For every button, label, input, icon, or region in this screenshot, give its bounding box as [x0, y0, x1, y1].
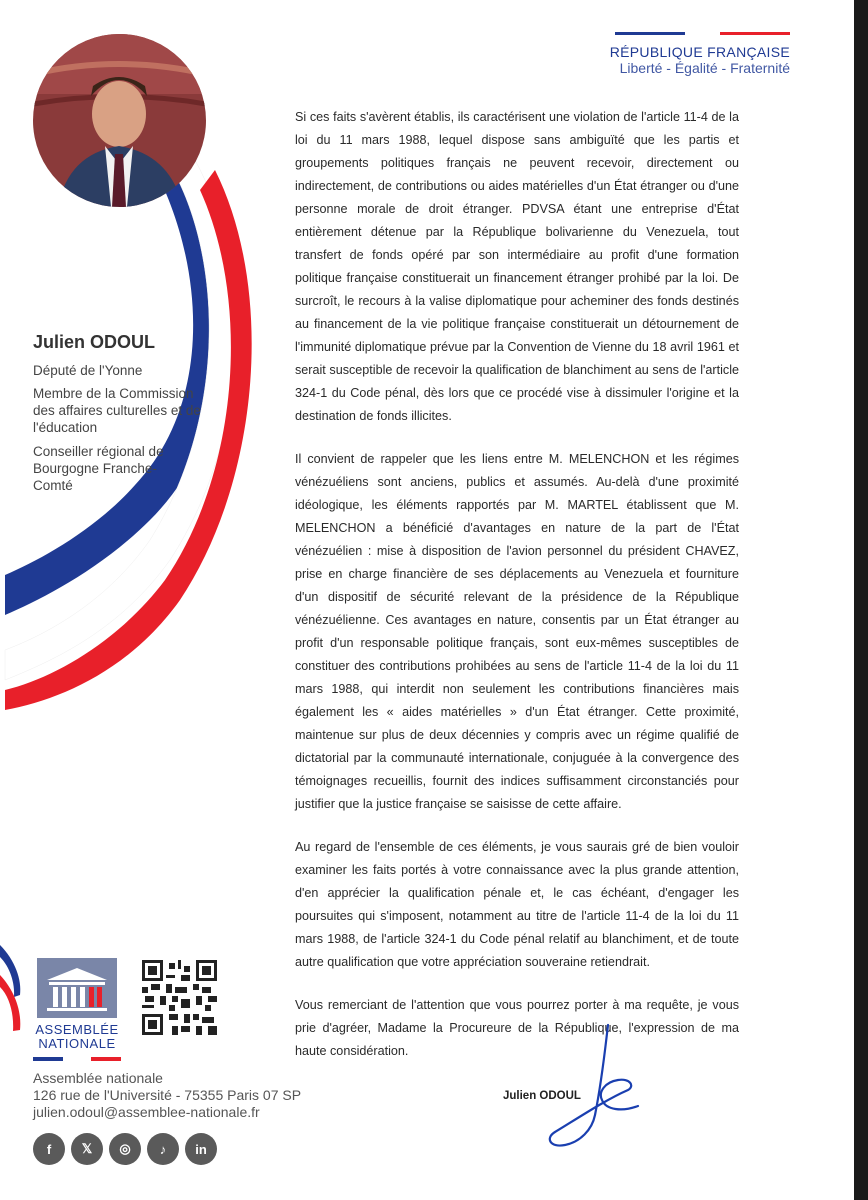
address-line: Assemblée nationale	[33, 1070, 163, 1086]
email-link[interactable]: julien.odoul@assemblee-nationale.fr	[33, 1104, 260, 1120]
logo-tricolor-bar	[33, 1057, 121, 1061]
deputy-name: Julien ODOUL	[33, 332, 156, 352]
republique-francaise-header	[610, 32, 790, 76]
hemicycle-icon	[33, 958, 121, 1018]
qr-code[interactable]	[142, 960, 217, 1035]
instagram-icon[interactable]: ◎	[109, 1133, 141, 1165]
signature-name: Julien ODOUL	[503, 1090, 581, 1102]
paragraph: Vous remerciant de l'attention que vous pourrez porter à ma requête, je vous prie d'agréer, Madame la Procureure de la République, l'expression de ma haute considération.	[295, 998, 739, 1058]
paragraph: Il convient de rappeler que les liens entre M. MELENCHON et les régimes vénézuéliens sont anciens, publics et assumés. Au-delà d'une proximité idéologique, les éléments rapportés par M. MARTEL établissent que M. MELENCHON a bénéficié d'avantages en nature de la part de l'État vénézuélien : mise à disposition de l'avion personnel du président CHAVEZ, prise en charge financière de ses déplacements au Venezuela et fourniture d'un dispositif de sécurité relevant de la présidence de la République vénézuélienne. Ces avantages en nature, consentis par un État étranger au profit d'un responsable politique français, sont eux-mêmes susceptibles de constituer des contributions prohibées au sens de l'article 11-4 de la loi du 11 mars 1988, qui interdit non seulement les contributions financières mais également les « aides matérielles » d'un État étranger. Cette proximité, maintenue sur plus de deux décennies y compris avec un régime qualifié de dictatorial par la communauté internationale, conjuguée à la convergence des témoignages recueillis, fournit des indices suffisamment circonstanciés pour justifier que la justice française se saisisse de cette affaire.	[295, 452, 739, 811]
republique-motto: Liberté - Égalité - Fraternité	[619, 60, 790, 76]
scan-edge	[854, 0, 868, 1200]
deputy-portrait	[33, 34, 206, 207]
tricolor-bars	[615, 32, 790, 35]
paragraph: Si ces faits s'avèrent établis, ils caractérisent une violation de l'article 11-4 de la loi du 11 mars 1988, lequel dispose sans ambiguïté que les partis et groupements politiques français ne peuvent recevoir, directement ou indirectement, de contributions ou aides matérielles d'un État étranger ou d'une personne morale de droit étranger. PDVSA étant une entreprise d'État entièrement détenue par la République bolivarienne du Venezuela, tout transfert de fonds opéré par son intermédiaire au profit d'une formation politique française constituerait un financement étranger prohibé par la loi. De surcroît, le recours à la valise diplomatique pour acheminer des fonds destinés au financement de la vie politique française constituerait un détournement de l'immunité diplomatique prévue par la Convention de Vienne du 18 avril 1961 et serait susceptible de recevoir la qualification de blanchiment au sens de l'article 324-1 du Code pénal, dès lors que ce procédé vise à dissimuler l'origine et la destination de fonds illicites.	[295, 110, 739, 423]
social-links	[33, 1133, 217, 1165]
logo-text-2: NATIONALE	[38, 1036, 116, 1051]
x-icon[interactable]: 𝕏	[71, 1133, 103, 1165]
linkedin-icon[interactable]: in	[185, 1133, 217, 1165]
address-line: 126 rue de l'Université - 75355 Paris 07 SP	[33, 1087, 302, 1103]
deputy-role-1: Député de l'Yonne	[33, 363, 143, 378]
facebook-icon[interactable]: f	[33, 1133, 65, 1165]
logo-text-1: ASSEMBLÉE	[35, 1022, 119, 1037]
tiktok-icon[interactable]: ♪	[147, 1133, 179, 1165]
deputy-role-2: Membre de la Commission des affaires culturelles et de l'éducation	[33, 386, 201, 435]
republique-title: RÉPUBLIQUE FRANÇAISE	[609, 44, 790, 60]
assemblee-nationale-logo	[33, 958, 121, 1056]
letter-body	[295, 106, 739, 1083]
deputy-role-3: Conseiller régional de Bourgogne Franche-Comté	[33, 444, 164, 493]
handwritten-signature	[510, 1020, 640, 1150]
paragraph: Au regard de l'ensemble de ces éléments, je vous saurais gré de bien vouloir examiner les faits portés à votre connaissance avec la plus grande attention, d'en apprécier la qualification pénale et, le cas échéant, d'engager les poursuites qui s'imposent, notamment au titre de l'article 11-4 de la loi du 11 mars 1988, de l'article 324-1 du Code pénal relatif au blanchiment, et de toute autre qualification que votre appréciation souveraine retiendrait.	[295, 840, 739, 969]
